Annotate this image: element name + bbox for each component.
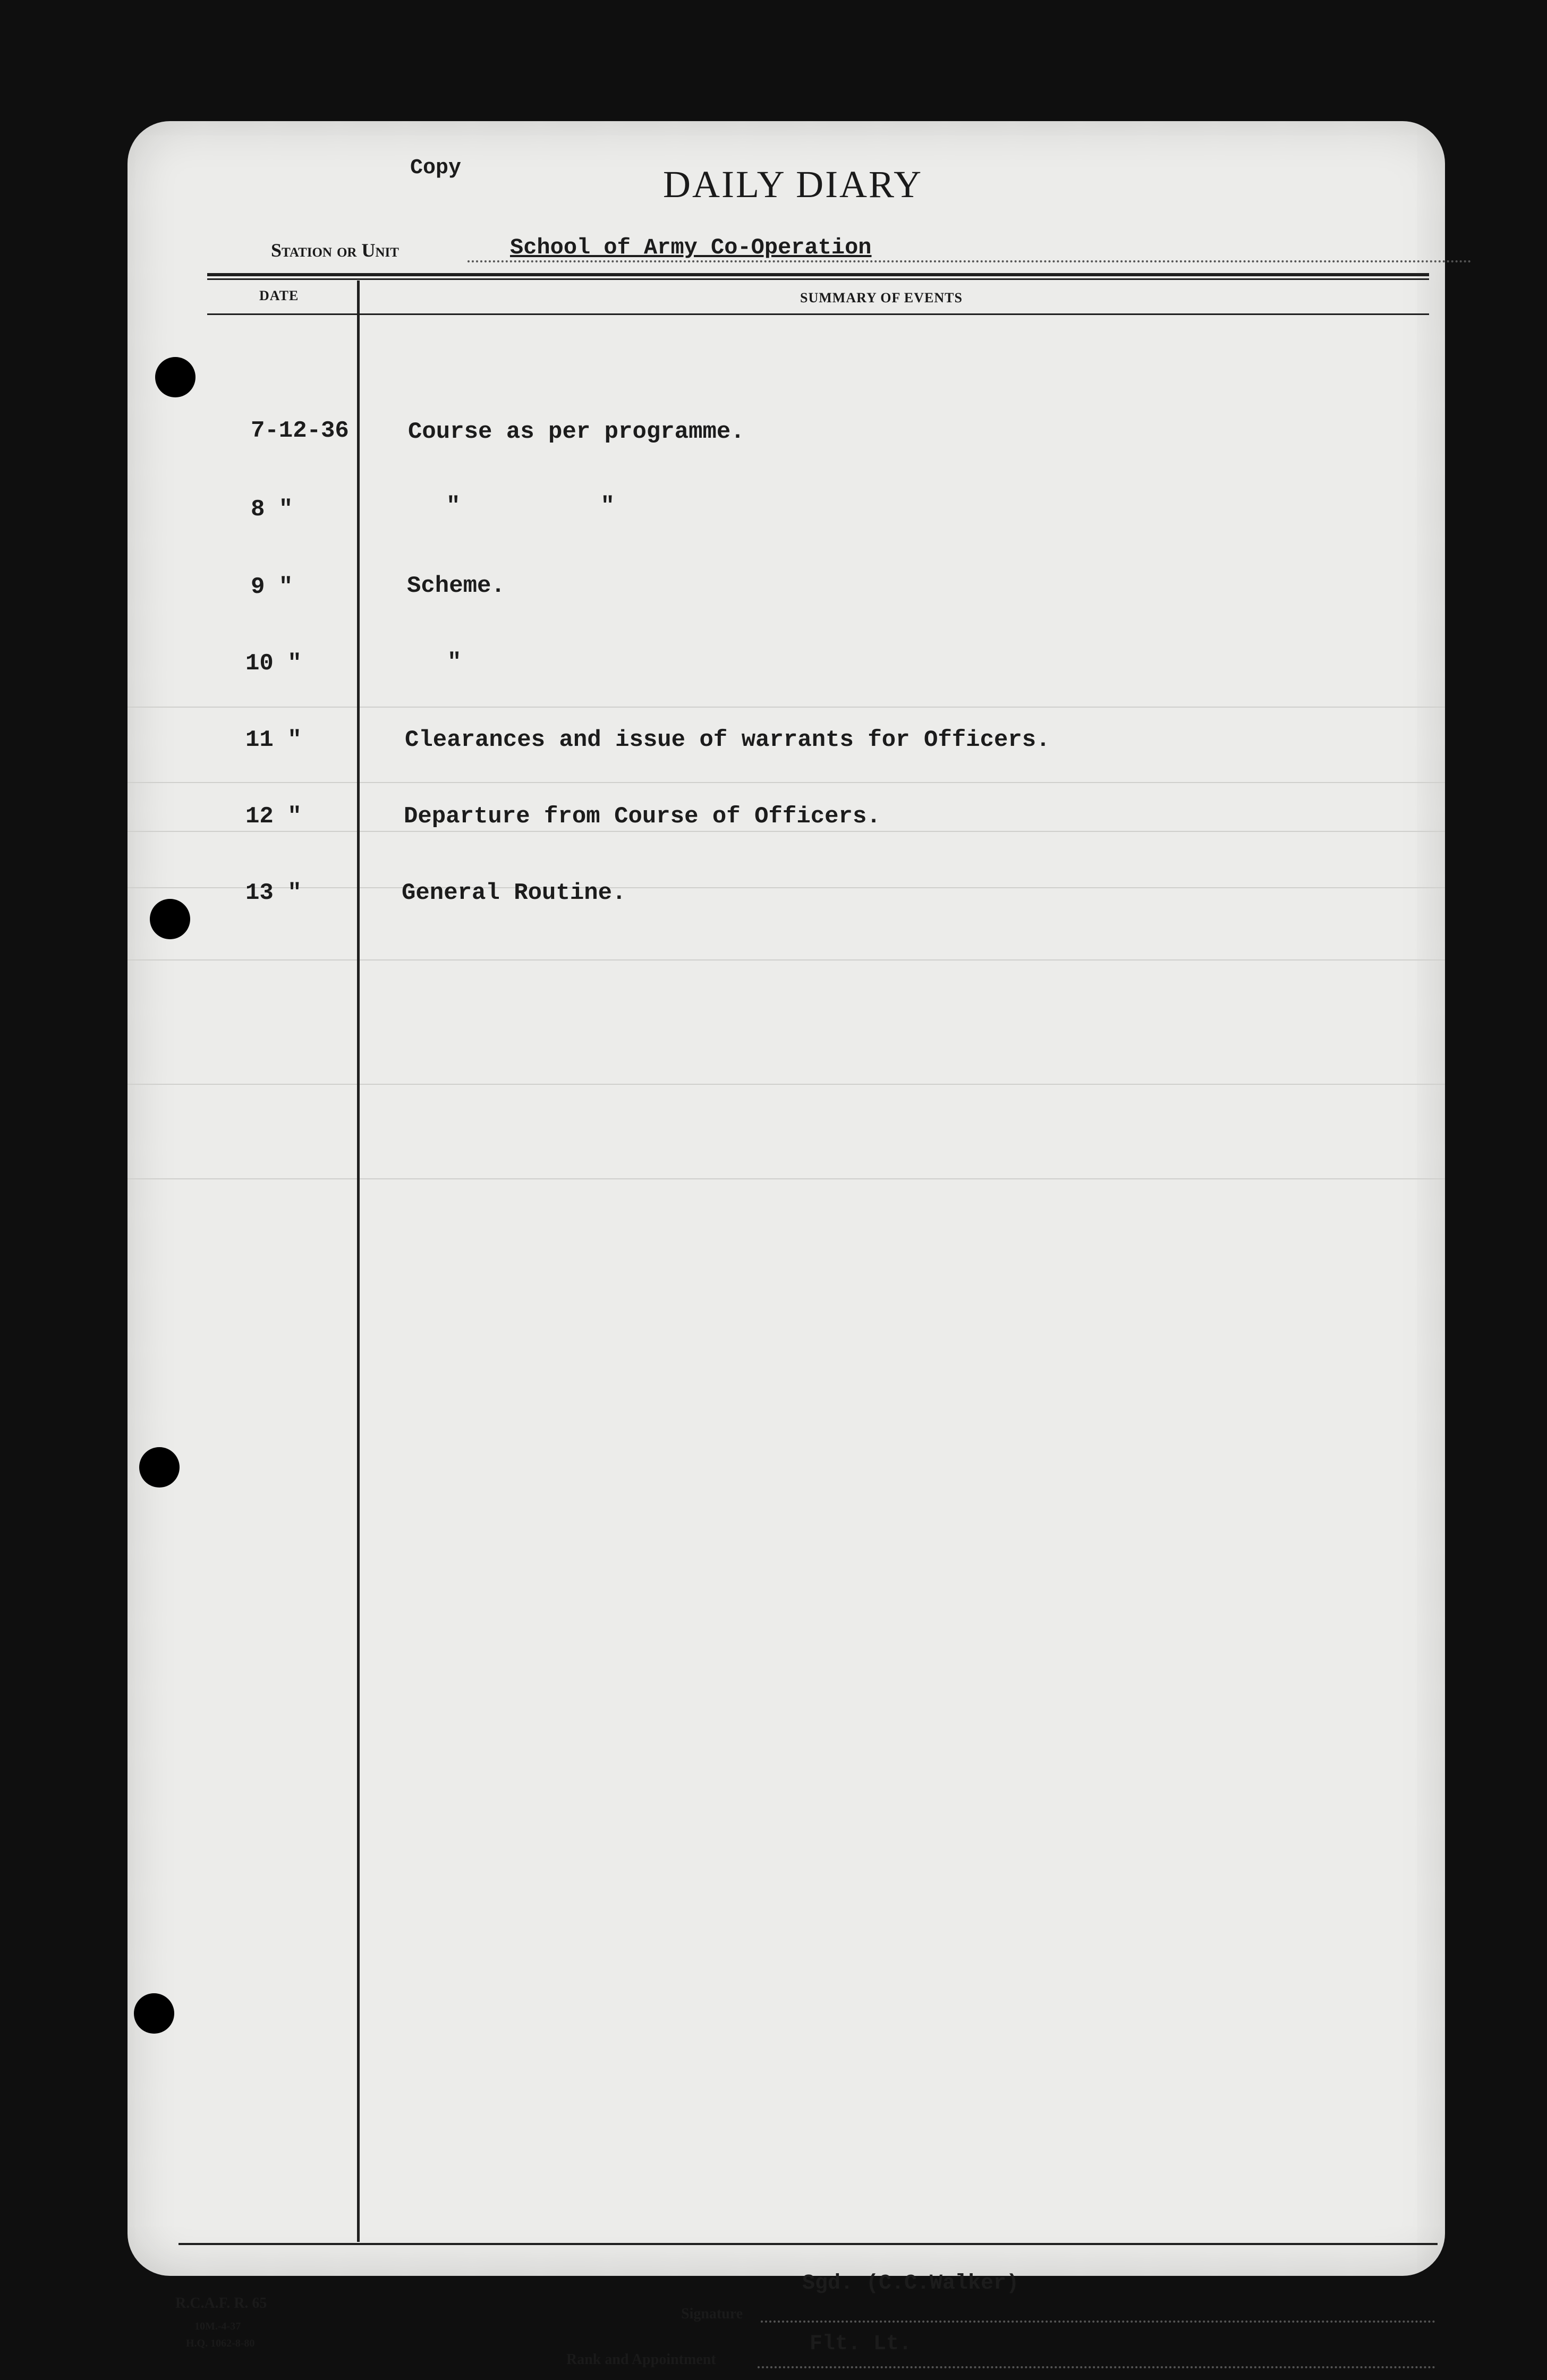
binder-hole <box>139 1447 180 1488</box>
ruled-line <box>128 959 1445 960</box>
binder-hole <box>155 357 196 397</box>
ruled-line <box>128 1084 1445 1085</box>
header-rule-thin <box>207 278 1429 280</box>
entry-summary: Clearances and issue of warrants for Officers. <box>405 727 1050 753</box>
rank-label: Rank and Appointment <box>566 2351 716 2368</box>
entry-date: 9 " <box>251 574 293 600</box>
date-column-header: DATE <box>259 288 299 303</box>
station-dotted-line <box>468 260 1472 262</box>
column-header-rule <box>207 313 1429 315</box>
ruled-line <box>128 831 1445 832</box>
ruled-line <box>128 1178 1445 1179</box>
entry-summary: " " <box>446 493 615 520</box>
rank-dotted-line <box>758 2366 1435 2368</box>
entry-summary: " <box>447 649 462 676</box>
ruled-line <box>128 782 1445 783</box>
summary-column-header: SUMMARY OF EVENTS <box>800 290 963 305</box>
entry-summary: General Routine. <box>402 880 626 906</box>
station-value: School of Army Co-Operation <box>510 235 872 260</box>
diary-page <box>128 121 1445 2368</box>
entry-date: 10 " <box>245 650 302 677</box>
ruled-line <box>128 887 1445 888</box>
form-print-code: 10M.-4-37 <box>194 2320 241 2332</box>
column-divider <box>357 280 360 2242</box>
entry-date: 13 " <box>245 880 302 906</box>
header-rule <box>207 273 1429 276</box>
entry-summary: Departure from Course of Officers. <box>404 803 881 830</box>
signature-label: Signature <box>681 2306 743 2322</box>
form-number: R.C.A.F. R. 65 <box>175 2295 267 2311</box>
station-label: Station or Unit <box>271 240 399 261</box>
entry-date: 12 " <box>245 803 302 830</box>
footer-rule <box>178 2243 1438 2245</box>
signature-value: Sgd. (C.C.Walker) <box>802 2272 1019 2296</box>
entry-summary: Scheme. <box>407 573 505 599</box>
entry-summary: Course as per programme. <box>408 419 745 445</box>
entry-date: 11 " <box>245 727 302 753</box>
page-title: DAILY DIARY <box>663 163 923 206</box>
binder-hole <box>150 899 190 939</box>
binder-hole <box>134 1993 174 2034</box>
form-hq-code: H.Q. 1062-8-80 <box>186 2338 255 2349</box>
entry-date: 8 " <box>251 496 293 523</box>
signature-dotted-line <box>761 2320 1435 2323</box>
ruled-line <box>128 707 1445 708</box>
entry-date: 7-12-36 <box>251 418 349 444</box>
rank-value: Flt. Lt. <box>810 2332 912 2356</box>
copy-label: Copy <box>410 156 462 180</box>
